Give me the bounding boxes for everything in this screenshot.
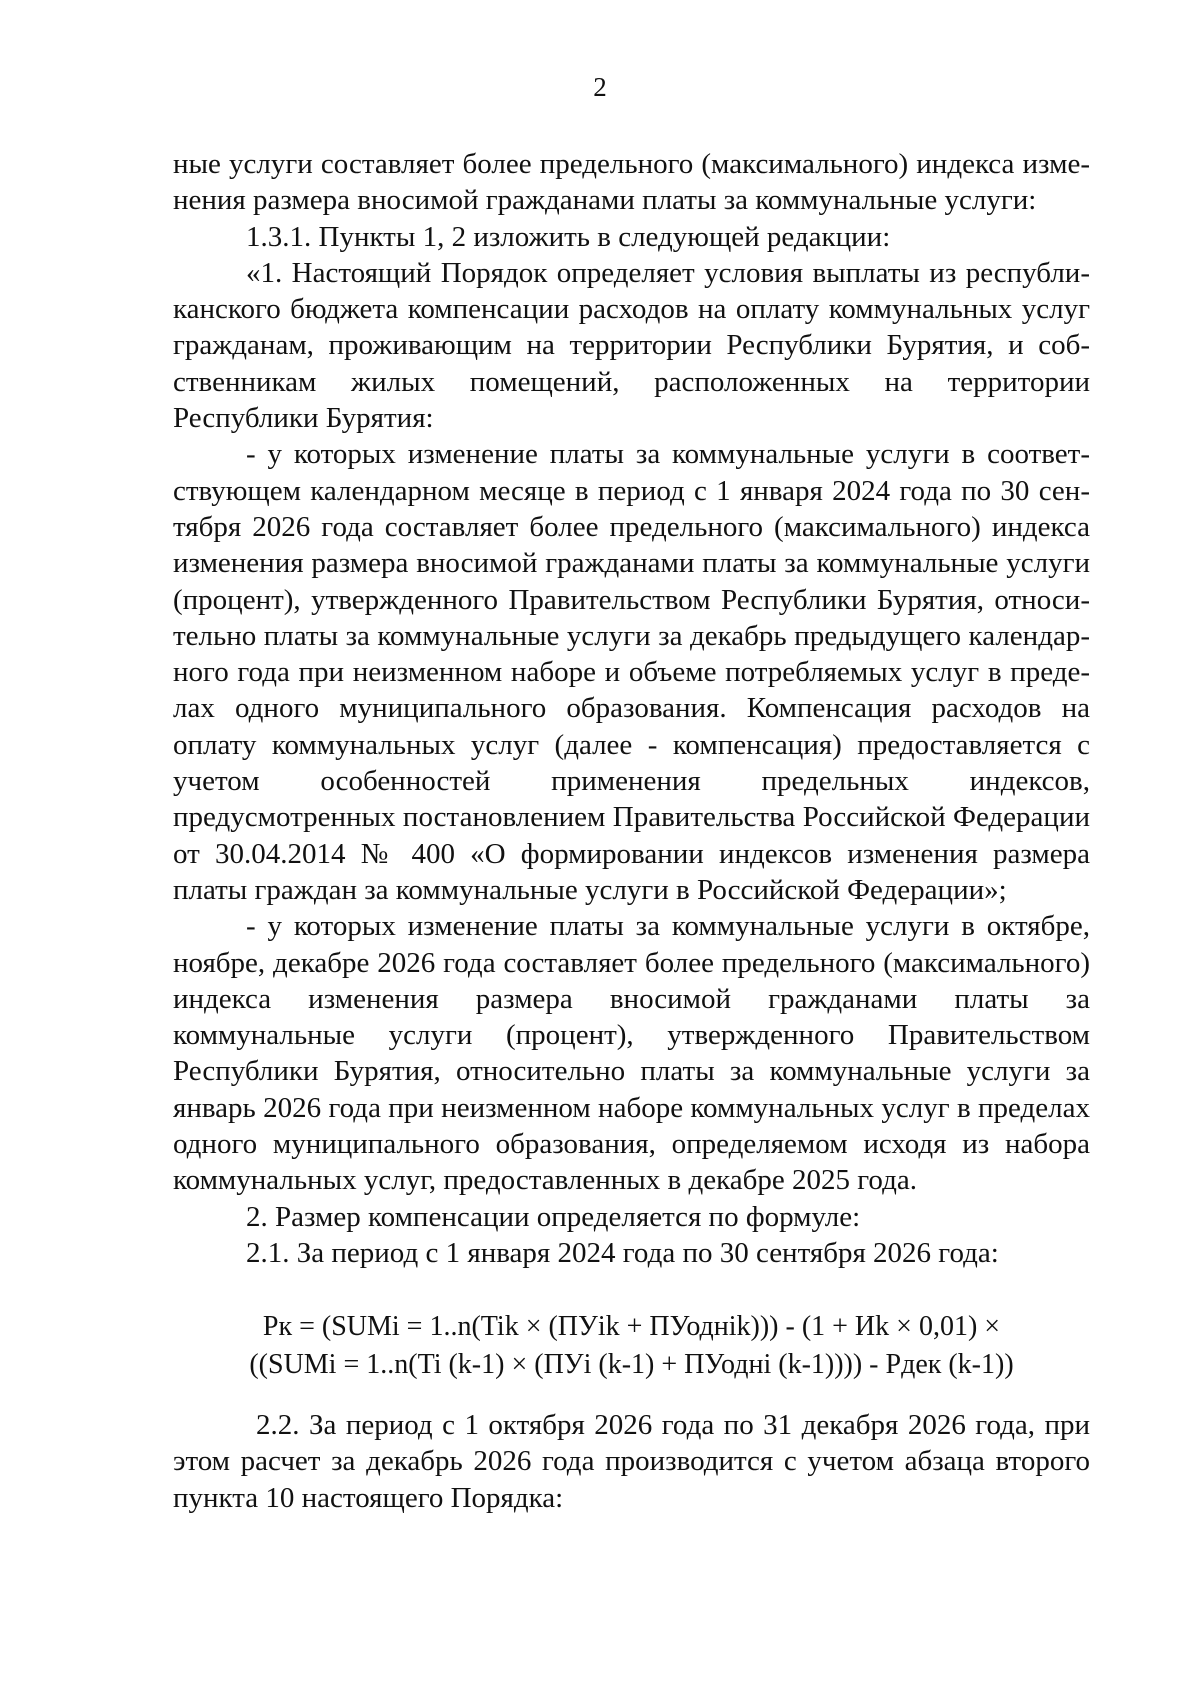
- formula-line-1: Pк = (SUMi = 1..n(Tik × (ПУik + ПУоднik))) - (1 + Иk × 0,01) ×: [262, 1311, 1001, 1342]
- paragraph-continuation: ные услуги составляет более предельного (максимального) индекса изменения размера вносимой гражданами платы за коммунальные услуги:: [173, 148, 1090, 217]
- paragraph-item-2: 2. Размер компенсации определяется по формуле:: [246, 1200, 861, 1233]
- document-body: [173, 146, 1090, 1271]
- page-number: 2: [593, 72, 607, 102]
- document-body-continued: [173, 1407, 1090, 1516]
- paragraph-dash-2: - у которых изменение платы за коммунальные услуги в октябре, ноябре, декабре 2026 года составляет более предельного (максимального) индекса изменения размера вносимой гражданами платы за коммунальные услуги (процент), утвержденного Правительством Республики Бурятия, относительно платы за коммунальные услуги за январь 2026 года при неизменном наборе коммунальных услуг в пределах одного муниципального образования, определяемом исходя из набора коммунальных услуг, предоставленных в декабре 2025 года.: [173, 910, 1090, 1197]
- paragraph-item-1-3-1: 1.3.1. Пункты 1, 2 изложить в следующей редакции:: [246, 220, 891, 253]
- paragraph-item-1: «1. Настоящий Порядок определяет условия выплаты из республиканского бюджета компенсации расходов на оплату коммунальных услуг гражданам, проживающим на территории Республики Бурятия, и собственникам жилых помещений, расположенных на территории Республики Бурятия:: [173, 256, 1090, 435]
- paragraph-item-2-1: 2.1. За период с 1 января 2024 года по 30 сентября 2026 года:: [246, 1236, 999, 1269]
- paragraph-dash-1: - у которых изменение платы за коммунальные услуги в соответствующем календарном месяце в период с 1 января 2024 года по 30 сентября 2026 года составляет более предельного (максимального) индекса изменения размера вносимой гражданами платы за коммунальные услуги (процент), утвержденного Правительством Республики Бурятия, относительно платы за коммунальные услуги за декабрь предыдущего календарного года при неизменном наборе и объеме потребляемых услуг в пределах одного муниципального образования. Компенсация расходов на оплату коммунальных услуг (далее - компенсация) предоставляется с учетом особенностей применения предельных индексов, предусмотренных постановлением Правительства Российской Федерации от 30.04.2014 № 400 «О формировании индексов изменения размера платы граждан за коммунальные услуги в Российской Федерации»;: [173, 438, 1090, 906]
- formula: [173, 1308, 1090, 1384]
- formula-line-2: ((SUMi = 1..n(Ti (k-1) × (ПУi (k-1) + ПУоднi (k-1)))) - Pдек (k-1)): [249, 1349, 1014, 1380]
- paragraph-item-2-2: 2.2. За период с 1 октября 2026 года по 31 декабря 2026 года, при этом расчет за декабрь 2026 года производится с учетом абзаца второго пункта 10 настоящего Порядка:: [173, 1409, 1090, 1514]
